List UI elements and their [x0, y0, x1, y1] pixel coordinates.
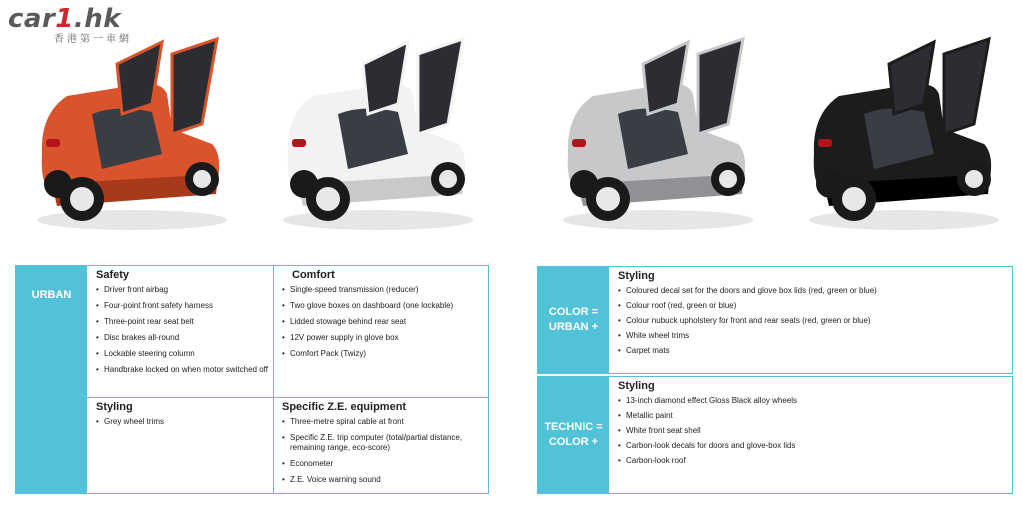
car-image-orange [22, 34, 232, 234]
urban-styling-item: • Grey wheel trims [104, 417, 279, 427]
comfort-section [278, 266, 483, 365]
ze-equipment-section [278, 398, 483, 491]
color-trim-table [537, 266, 1013, 374]
logo-wordmark: car1.hk [8, 4, 122, 34]
ze-item: • Specific Z.E. trip computer (total/partial distance, remaining range, eco-score) [290, 433, 465, 453]
color-styling-section [614, 267, 1004, 361]
safety-heading: Safety [96, 269, 130, 281]
comfort-item: • Comfort Pack (Twizy) [290, 349, 465, 359]
technic-side-label: TECHNIC = COLOR + [538, 377, 609, 493]
urban-styling-heading: Styling [96, 401, 133, 413]
comfort-heading: Comfort [292, 269, 335, 281]
color-styling-heading: Styling [618, 270, 655, 282]
car-image-white [268, 34, 478, 234]
technic-styling-heading: Styling [618, 380, 655, 392]
ze-item: • Z.E. Voice warning sound [290, 475, 465, 485]
color-styling-item: • Colour nubuck upholstery for front and rear seats (red, green or blue) [626, 316, 1006, 326]
color-styling-item: • Carpet mats [626, 346, 1006, 356]
comfort-item: • Lidded stowage behind rear seat [290, 317, 465, 327]
ze-equipment-heading: Specific Z.E. equipment [282, 401, 407, 413]
safety-item: • Disc brakes all-round [104, 333, 279, 343]
color-side-label: COLOR = URBAN + [538, 267, 609, 373]
safety-item: • Handbrake locked on when motor switched off [104, 365, 279, 375]
safety-item: • Driver front airbag [104, 285, 279, 295]
comfort-item: • Two glove boxes on dashboard (one lockable) [290, 301, 465, 311]
technic-styling-item: • 13-inch diamond effect Gloss Black alloy wheels [626, 396, 1006, 406]
urban-styling-section [92, 398, 272, 433]
ze-item: • Three-metre spiral cable at front [290, 417, 465, 427]
logo-subtitle: 香港第一車網 [54, 34, 132, 45]
color-styling-item: • Coloured decal set for the doors and glove box lids (red, green or blue) [626, 286, 1006, 296]
comfort-item: • 12V power supply in glove box [290, 333, 465, 343]
safety-item: • Four-point front safety harness [104, 301, 279, 311]
technic-styling-item: • Carbon-look decals for doors and glove-box lids [626, 441, 1006, 451]
ze-item: • Econometer [290, 459, 465, 469]
car-image-silver [548, 34, 758, 234]
comfort-item: • Single-speed transmission (reducer) [290, 285, 465, 295]
technic-styling-item: • Carbon-look roof [626, 456, 1006, 466]
urban-trim-table [15, 265, 489, 494]
safety-item: • Lockable steering column [104, 349, 279, 359]
car-image-black [794, 34, 1004, 234]
safety-section [92, 266, 272, 381]
color-styling-item: • Colour roof (red, green or blue) [626, 301, 1006, 311]
safety-item: • Three-point rear seat belt [104, 317, 279, 327]
technic-styling-item: • White front seat shell [626, 426, 1006, 436]
technic-trim-table [537, 376, 1013, 494]
technic-styling-item: • Metallic paint [626, 411, 1006, 421]
technic-styling-section [614, 377, 1004, 471]
color-styling-item: • White wheel trims [626, 331, 1006, 341]
urban-side-label: URBAN [16, 266, 87, 493]
